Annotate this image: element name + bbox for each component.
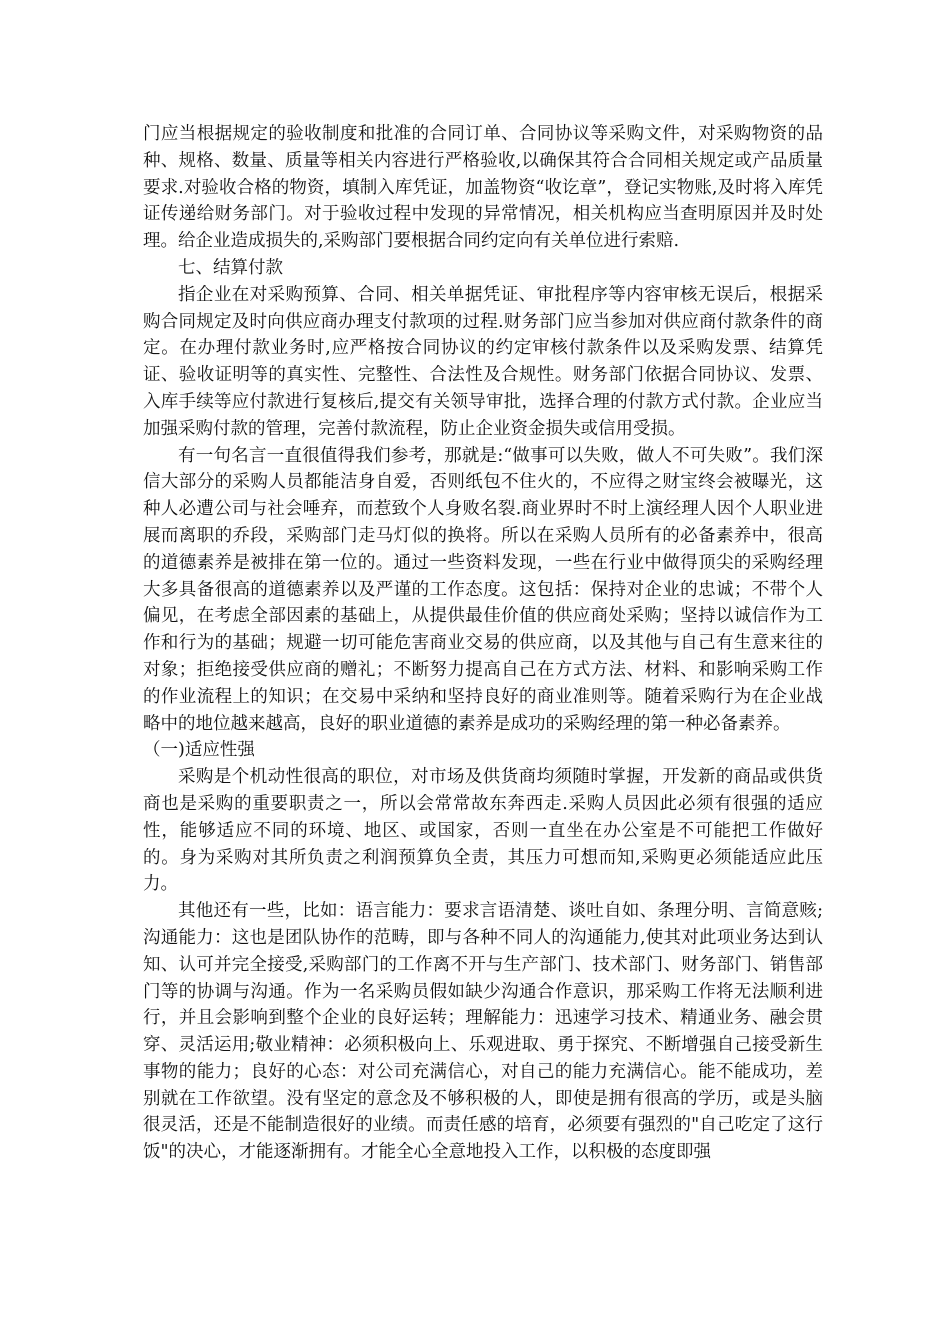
section-heading-settlement: 七、结算付款 <box>178 257 283 278</box>
paragraph-ethics: 有一句名言一直很值得我们参考，那就是:“做事可以失败，做人不可失败”。我们深信大部分的采购人员都能洁身自爱，否则纸包不住火的，不应得之财宝终会被曝光，这种人必遭公司与社会唾弃，而惹致个人身败名裂.商业界时不时上演经理人因个人职业进展而离职的乔段，采购部门走马灯似的换将。所以在采购人员所有的必备素养中，很高的道德素养是被排在第一位的。通过一些资料发现，一些在行业中做得顶尖的采购经理大多具备很高的道德素养以及严谨的工作态度。这包括：保持对企业的忠诚；不带个人偏见，在考虑全部因素的基础上，从提供最佳价值的供应商处采购；坚持以诚信作为工作和行为的基础；规避一切可能危害商业交易的供应商，以及其他与自己有生意来往的对象；拒绝接受供应商的赠礼；不断努力提高自己在方式方法、材料、和影响采购工作的作业流程上的知识；在交易中采纳和坚持良好的商业准则等。随着采购行为在企业战略中的地位越来越高，良好的职业道德的素养是成功的采购经理的第一种必备素养。 <box>143 445 823 734</box>
paragraph-settlement: 指企业在对采购预算、合同、相关单据凭证、审批程序等内容审核无误后，根据采购合同规定及时向供应商办理支付款项的过程.财务部门应当参加对供应商付款条件的商定。在办理付款业务时,应严格按合同协议的约定审核付款条件以及采购发票、结算凭证、验收证明等的真实性、完整性、合法性及合规性。财务部门依据合同协议、发票、入库手续等应付款进行复核后,提交有关领导审批，选择合理的付款方式付款。企业应当加强采购付款的管理，完善付款流程，防止企业资金损失或信用受损。 <box>143 284 823 439</box>
paragraph-adaptability: 采购是个机动性很高的职位，对市场及供货商均须随时掌握，开发新的商品或供货商也是采购的重要职责之一，所以会常常故东奔西走.采购人员因此必须有很强的适应性，能够适应不同的环境、地区、或国家，否则一直坐在办公室是不可能把工作做好的。身为采购对其所负责之利润预算负全责，其压力可想而知,采购更必须能适应此压力。 <box>143 767 823 895</box>
paragraph-other-abilities: 其他还有一些，比如：语言能力：要求言语清楚、谈吐自如、条理分明、言简意赅;沟通能力：这也是团队协作的范畴，即与各种不同人的沟通能力,使其对此项业务达到认知、认可并完全接受,采购部门的工作离不开与生产部门、技术部门、财务部门、销售部门等的协调与沟通。作为一名采购员假如缺少沟通合作意识，那采购工作将无法顺利进行，并且会影响到整个企业的良好运转；理解能力：迅速学习技术、精通业务、融会贯穿、灵活运用;敬业精神：必须积极向上、乐观进取、勇于探究、不断增强自己接受新生事物的能力；良好的心态：对公司充满信心，对自己的能力充满信心。能不能成功，差别就在工作欲望。没有坚定的意念及不够积极的人，即使是拥有很高的学历，或是头脑很灵活，还是不能制造很好的业绩。而责任感的培育，必须要有强烈的"自己吃定了这行饭"的决心，才能逐渐拥有。才能全心全意地投入工作，以积极的态度即强 <box>143 901 823 1163</box>
document-page <box>143 121 823 1166</box>
subsection-heading-adaptability: （一)适应性强 <box>143 740 255 761</box>
paragraph-acceptance: 门应当根据规定的验收制度和批准的合同订单、合同协议等采购文件，对采购物资的品种、规格、数量、质量等相关内容进行严格验收,以确保其符合合同相关规定或产品质量要求.对验收合格的物资，填制入库凭证，加盖物资“收讫章”，登记实物账,及时将入库凭证传递给财务部门。对于验收过程中发现的异常情况，相关机构应当查明原因并及时处理。给企业造成损失的,采购部门要根据合同约定向有关单位进行索赔. <box>143 124 823 252</box>
